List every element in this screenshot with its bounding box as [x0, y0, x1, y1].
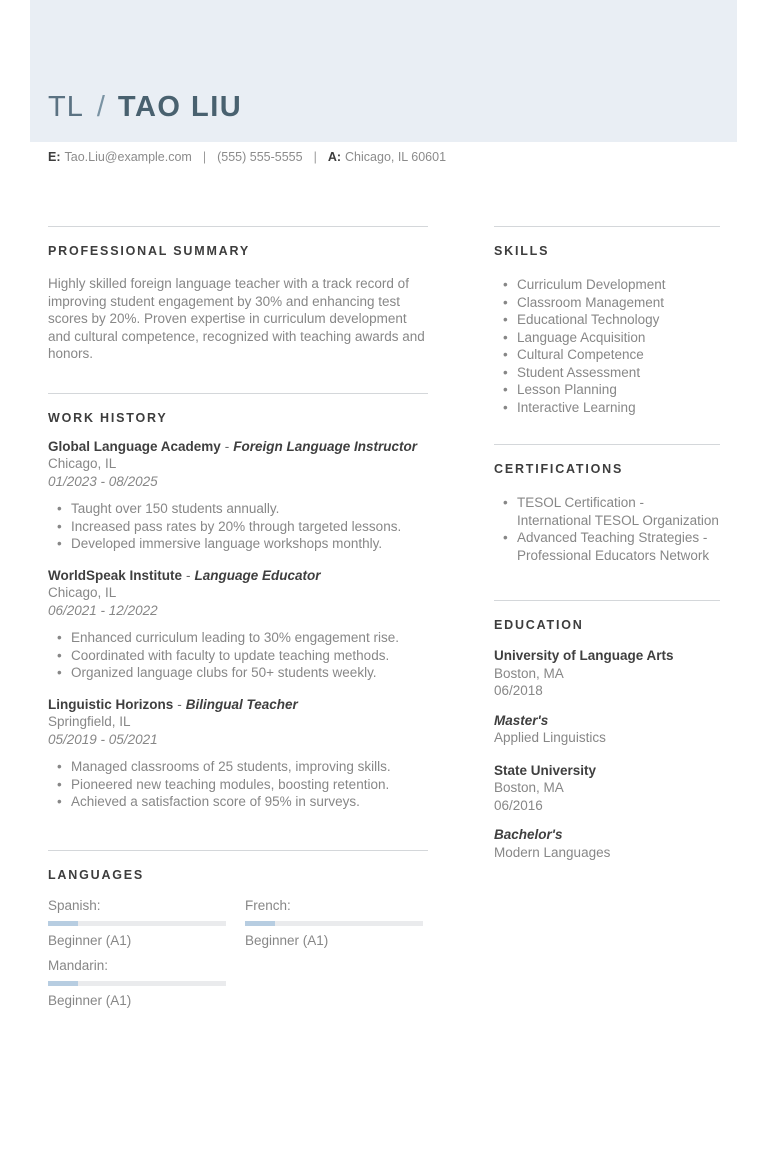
phone-value: (555) 555-5555 [217, 150, 303, 164]
job-bullet-list [48, 629, 428, 682]
job-title-dash: - [224, 438, 230, 454]
job-title-dash: - [177, 696, 182, 712]
skills-heading: SKILLS [494, 244, 550, 258]
skill-item: • Curriculum Development [517, 276, 720, 294]
section-divider [48, 850, 428, 851]
initials: TL [48, 91, 84, 123]
section-divider [48, 226, 428, 227]
job-bullet: • Developed immersive language workshops monthly. [71, 535, 428, 553]
section-certifications [494, 444, 720, 564]
job-company: Global Language Academy [48, 438, 221, 454]
job-entry [48, 696, 428, 811]
contact-divider: | [313, 150, 317, 164]
language-level: Beginner (A1) [245, 932, 329, 948]
education-field: Modern Languages [494, 844, 611, 860]
job-bullet: • Taught over 150 students annually. [71, 500, 428, 518]
name-line [48, 93, 242, 122]
language-progress-bar [48, 921, 226, 926]
language-name: Spanish: [48, 897, 101, 913]
section-professional-summary [48, 226, 428, 363]
job-location: Chicago, IL [48, 585, 117, 600]
section-work-history [48, 393, 428, 811]
name-slash-divider: / [96, 91, 105, 123]
job-company: WorldSpeak Institute [48, 567, 183, 583]
section-divider [494, 444, 720, 445]
education-entry [494, 762, 720, 862]
header-banner [30, 0, 737, 142]
summary-text: Highly skilled foreign language teacher with a track record of improving student engagement by 30% and enhancing test scores by 20%. Proven expertise in curriculum development and cultural competence, recognized with teaching awards and honors. [48, 276, 425, 361]
language-item [48, 958, 226, 1009]
skill-item: • Educational Technology [517, 311, 720, 329]
job-role: Bilingual Teacher [185, 696, 298, 712]
languages-grid [48, 898, 428, 1018]
section-divider [494, 226, 720, 227]
right-column [494, 226, 720, 1018]
job-bullet: • Increased pass rates by 20% through targeted lessons. [71, 518, 428, 536]
full-name: TAO LIU [117, 91, 243, 123]
job-location: Springfield, IL [48, 714, 131, 729]
language-progress-fill [245, 921, 275, 926]
education-location: Boston, MA [494, 665, 564, 681]
job-bullet: • Coordinated with faculty to update teaching methods. [71, 647, 428, 665]
job-entry [48, 438, 428, 553]
job-entry [48, 567, 428, 682]
education-date: 06/2018 [494, 683, 543, 698]
job-bullet-list [48, 500, 428, 553]
job-dates: 01/2023 - 08/2025 [48, 473, 158, 489]
section-languages [48, 850, 428, 1018]
address-label: A: [327, 150, 342, 164]
skill-item: • Interactive Learning [517, 399, 720, 417]
job-title-dash: - [186, 567, 191, 583]
work-history-heading: WORK HISTORY [48, 410, 168, 425]
job-role: Foreign Language Instructor [233, 438, 418, 454]
job-bullet: • Managed classrooms of 25 students, improving skills. [71, 758, 428, 776]
email-value: Tao.Liu@example.com [64, 150, 192, 164]
skill-item: • Lesson Planning [517, 381, 720, 399]
language-progress-bar [245, 921, 423, 926]
skill-item: • Student Assessment [517, 364, 720, 382]
address-value: Chicago, IL 60601 [345, 150, 447, 164]
language-level: Beginner (A1) [48, 992, 132, 1008]
job-dates: 05/2019 - 05/2021 [48, 731, 158, 747]
job-title-line [48, 696, 428, 714]
language-name: French: [245, 897, 291, 913]
language-name: Mandarin: [48, 957, 109, 973]
language-level: Beginner (A1) [48, 932, 132, 948]
summary-heading: PROFESSIONAL SUMMARY [48, 244, 250, 258]
education-field: Applied Linguistics [494, 730, 606, 745]
section-skills [494, 226, 720, 416]
certifications-list [494, 494, 720, 564]
education-entry [494, 647, 720, 747]
certifications-heading: CERTIFICATIONS [494, 462, 624, 476]
job-role: Language Educator [194, 567, 321, 583]
job-bullet: • Enhanced curriculum leading to 30% engagement rise. [71, 629, 428, 647]
contact-line [48, 149, 446, 165]
email-label: E: [48, 150, 61, 164]
language-progress-bar [48, 981, 226, 986]
job-title-line [48, 567, 428, 585]
education-heading: EDUCATION [494, 618, 584, 632]
job-location: Chicago, IL [48, 456, 117, 471]
job-bullet-list [48, 758, 428, 811]
job-bullet: • Pioneered new teaching modules, boosting retention. [71, 776, 428, 794]
skill-item: • Classroom Management [517, 294, 720, 312]
job-bullet: • Achieved a satisfaction score of 95% in surveys. [71, 793, 428, 811]
main-content [48, 226, 720, 1018]
job-company: Linguistic Horizons [48, 696, 174, 712]
job-title-line [48, 438, 428, 456]
certification-item: • Advanced Teaching Strategies - Professional Educators Network [517, 529, 720, 564]
skills-list [494, 276, 720, 416]
section-divider [48, 393, 428, 394]
left-column [48, 226, 428, 1018]
certification-item: • TESOL Certification - International TESOL Organization [517, 494, 720, 529]
education-date: 06/2016 [494, 797, 543, 813]
contact-divider: | [202, 150, 207, 164]
education-degree: Bachelor's [494, 827, 563, 842]
education-school: University of Language Arts [494, 648, 674, 663]
section-education [494, 600, 720, 861]
section-divider [494, 600, 720, 601]
language-progress-fill [48, 981, 78, 986]
language-item [245, 898, 423, 949]
languages-heading: LANGUAGES [48, 867, 145, 882]
language-item [48, 898, 226, 949]
job-bullet: • Organized language clubs for 50+ students weekly. [71, 664, 428, 682]
job-dates: 06/2021 - 12/2022 [48, 602, 158, 618]
education-degree: Master's [494, 712, 549, 728]
skill-item: • Cultural Competence [517, 346, 720, 364]
language-progress-fill [48, 921, 78, 926]
education-school: State University [494, 762, 597, 778]
skill-item: • Language Acquisition [517, 329, 720, 347]
education-location: Boston, MA [494, 780, 564, 795]
